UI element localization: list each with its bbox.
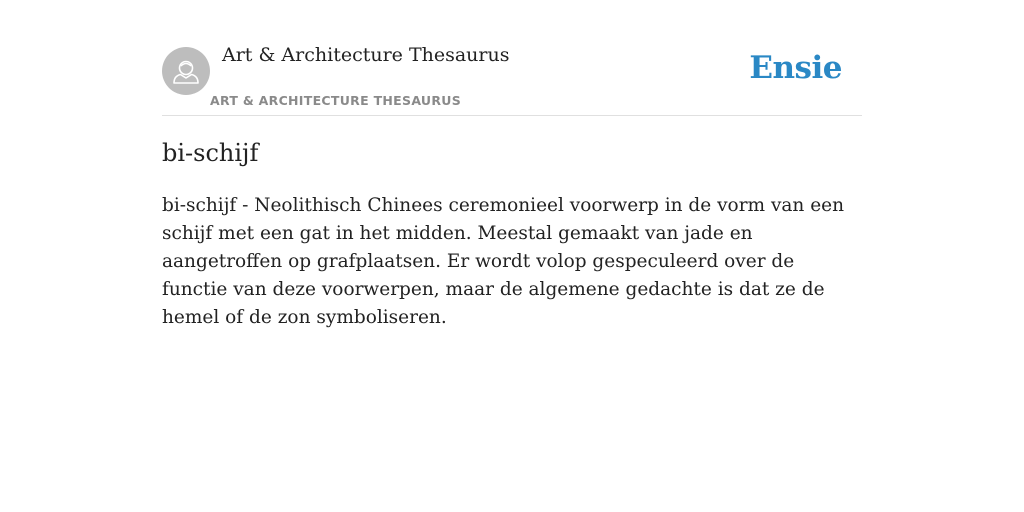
entry-definition: bi-schijf - Neolithisch Chinees ceremonieel voorwerp in de vorm van een schijf met een gat in het midden. Meestal gemaakt van jade en aangetroffen op grafplaatsen. Er wordt volop gespeculeerd over de functie van deze voorwerpen, maar de algemene gedachte is dat ze de hemel of de zon symboliseren. xyxy=(162,195,845,328)
source-subtitle: ART & ARCHITECTURE THESAURUS xyxy=(210,93,462,108)
source-header xyxy=(162,0,862,116)
source-title-link[interactable]: Art & Architecture Thesaurus xyxy=(222,44,510,66)
user-silhouette-icon xyxy=(162,47,210,95)
page-container xyxy=(162,0,862,328)
ensie-logo-link[interactable]: Ensie xyxy=(749,50,842,86)
entry-term: bi-schijf xyxy=(162,139,259,167)
source-avatar[interactable] xyxy=(162,47,210,95)
